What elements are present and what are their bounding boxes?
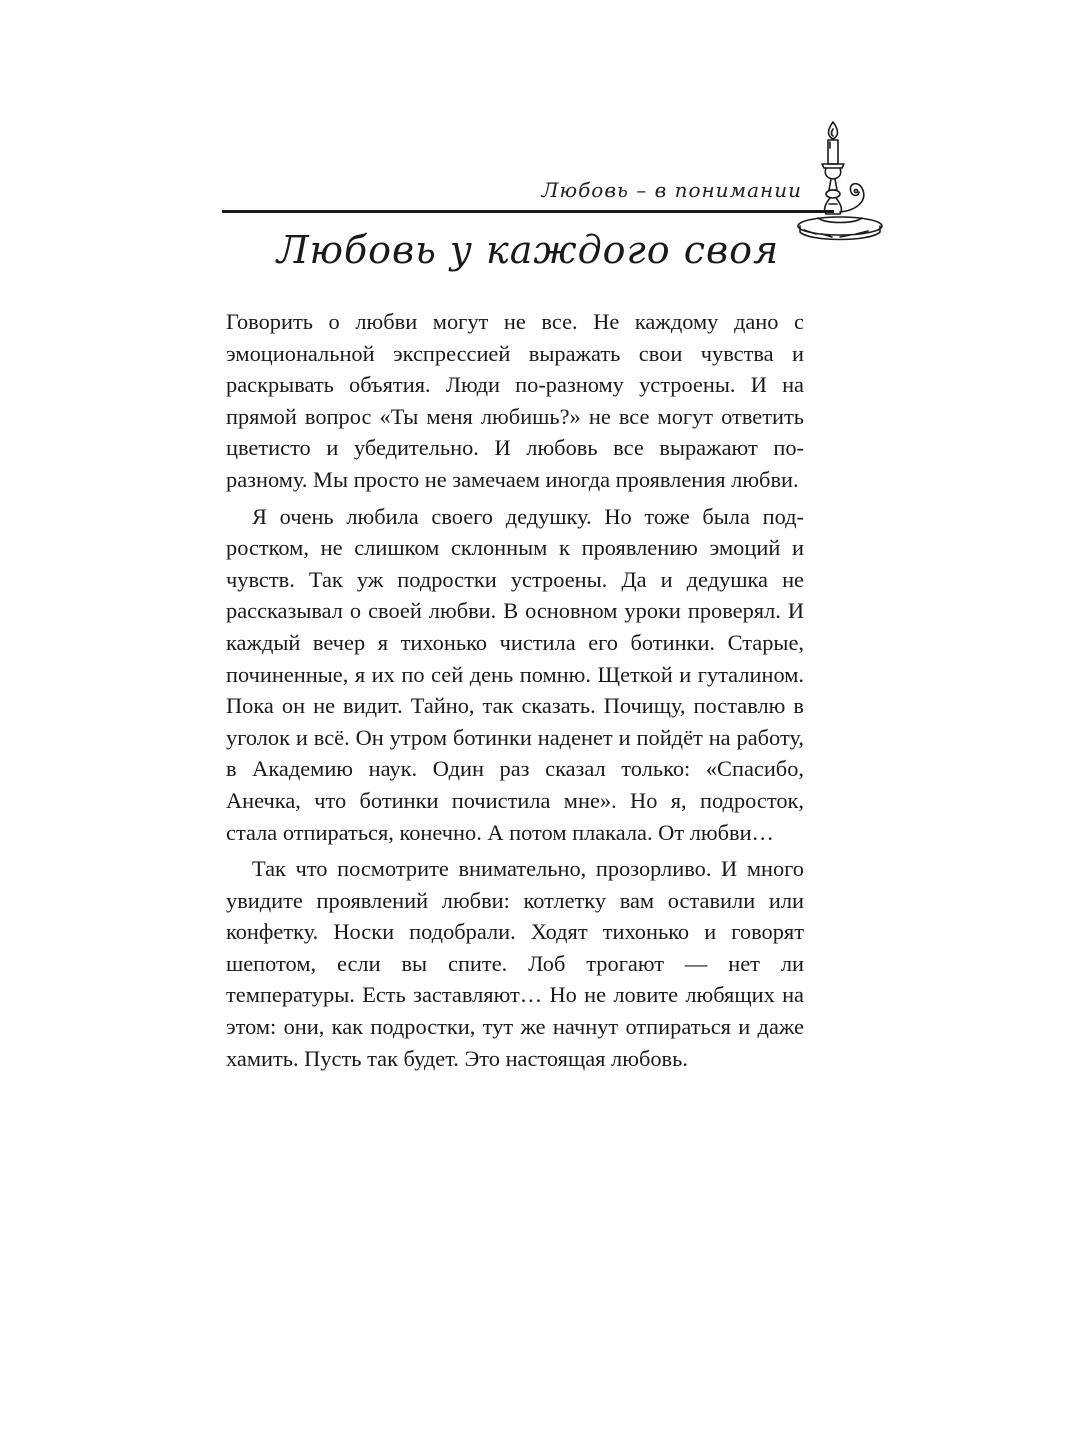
body-text [226,306,804,1074]
paragraph-3: Так что посмотрите внимательно, прозорливо. И много увидите проявлений любви: котлетку вам оставили или конфетку. Носки подобрали. Ходят тихонько и говорят шепотом, если вы спите. Лоб трогают — нет ли температуры. Есть заставляют… Но не ловите любящих на этом: они, как подростки, тут же начнут отпираться и даже хамить. Пусть так будет. Это настоящая любовь. [226,856,804,1071]
header-rule [222,210,834,213]
paragraph-1: Говорить о любви могут не все. Не каждому дано с эмоциональной экспрессией выражать свои чувства и раскрывать объятия. Люди по-разному устроены. И на прямой вопрос «Ты меня любишь?» не все могут ответить цветисто и убедительно. И любовь все выражают по-разному. Мы просто не замечаем иногда проявления любви. [226,309,804,492]
chapter-title: Любовь у каждого своя [276,228,780,272]
paragraph-2: Я очень любила своего дедушку. Но тоже была подростком, не слишком склонным к проявлению эмоций и чувств. Так уж подростки устроены. Да и дедушка не рассказывал о своей любви. В основном уроки проверял. И каждый вечер я тихонько чистила его ботинки. Старые, починенные, я их по сей день помню. Щеткой и гуталином. Пока он не видит. Тайно, так сказать. Почищу, поставлю в уголок и всё. Он утром ботинки наденет и пойдёт на работу, в Академию наук. Один раз сказал только: «Спасибо, Анечка, что ботинки почистила мне». Но я, подросток, стала отпираться, конечно. А потом плакала. От любви… [226,503,804,845]
running-head: Любовь – в понимании [541,178,802,202]
